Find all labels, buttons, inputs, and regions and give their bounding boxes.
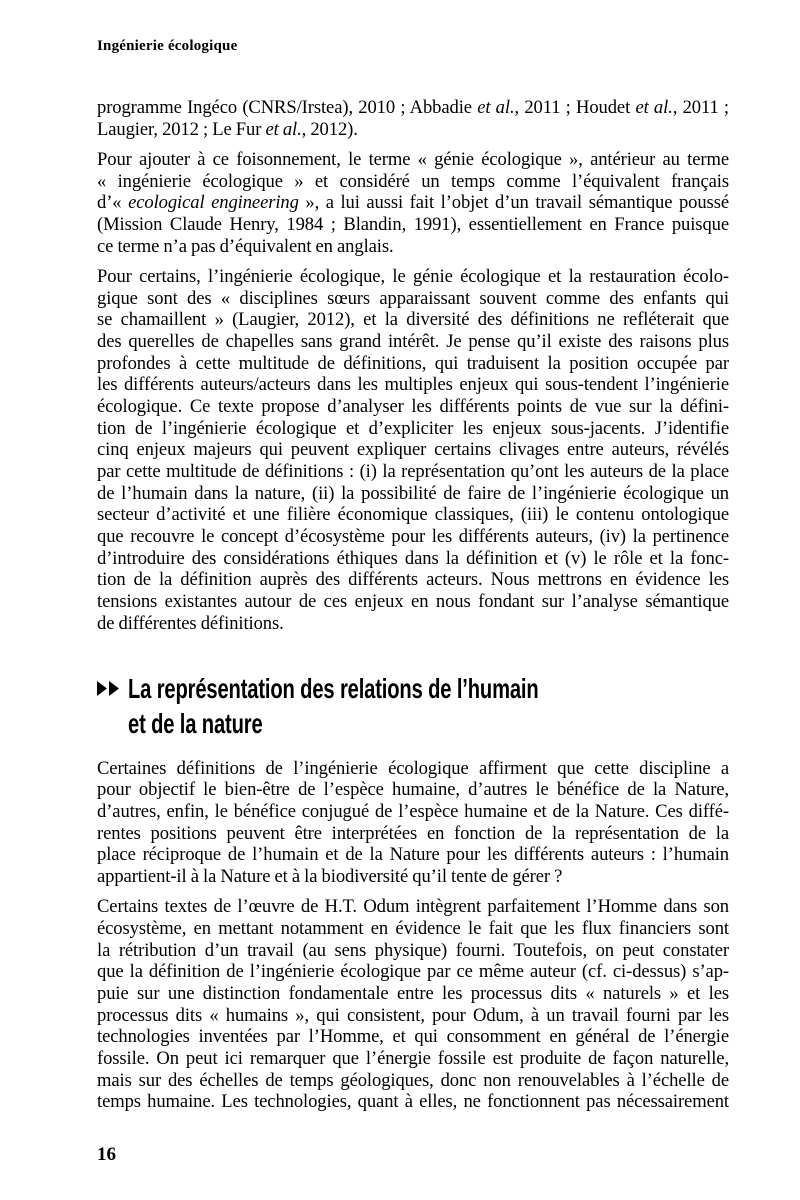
text-line: fossile. On peut ici remarquer que l’énergie fossile est produite de façon naturelle, (97, 1047, 729, 1069)
paragraph (97, 149, 729, 257)
text-line: puie sur une distinction fondamentale entre les processus dits « naturels » et les (97, 982, 729, 1004)
text-line: ce terme n’a pas d’équivalent en anglais. (97, 235, 394, 257)
text-line: tion de l’ingénierie écologique et d’expliciter les enjeux sous-jacents. J’identifie (97, 417, 729, 439)
section-heading-text (128, 671, 539, 741)
text-line: se chamaillent » (Laugier, 2012), et la diversité des définitions ne refléterait que (97, 309, 729, 331)
text-line: secteur d’activité et une filière économique classiques, (iii) le contenu ontologique (97, 504, 729, 526)
paragraph (97, 896, 729, 1113)
text-line: temps humaine. Les technologies, quant à elles, ne fonctionnent pas nécessairement (97, 1091, 729, 1113)
text-line: place réciproque de l’humain et de la Nature pour les différents auteurs : l’humain (97, 844, 729, 866)
text-line: d’« ecological engineering », a lui aussi fait l’objet d’un travail sémantique poussé (97, 192, 729, 214)
text-line: profondes à cette multitude de définitions, qui traduisent la position occupée par (97, 352, 729, 374)
text-line: pour objectif le bien-être de l’espèce humaine, d’autres le bénéfice de la Nature, (97, 779, 729, 801)
text-line: rentes positions peuvent être interprétées en fonction de la représentation de la (97, 822, 729, 844)
text-line: (Mission Claude Henry, 1984 ; Blandin, 1991), essentiellement en France puisque (97, 213, 729, 235)
text-line: Pour ajouter à ce foisonnement, le terme « génie écologique », antérieur au terme (97, 148, 729, 170)
text-line: cinq enjeux majeurs qui peuvent expliquer certains clivages entre auteurs, révélés (97, 439, 729, 461)
body-text (97, 97, 729, 1122)
text-line: gique sont des « disciplines sœurs apparaissant souvent comme des enfants qui (97, 287, 729, 309)
text-line: écologique. Ce texte propose d’analyser les différents points de vue sur la défini- (97, 395, 729, 417)
section-heading (97, 671, 729, 741)
double-right-arrows-icon (97, 671, 128, 701)
text-line: tion de la définition auprès des différents acteurs. Nous mettrons en évidence les (97, 569, 729, 591)
text-line: Pour certains, l’ingénierie écologique, le génie écologique et la restauration écolo- (97, 265, 729, 287)
text-line: mais sur des échelles de temps géologiques, donc non renouvelables à l’échelle de (97, 1069, 729, 1091)
text-line: que la définition de l’ingénierie écologique par ce même auteur (cf. ci-dessus) s’ap- (97, 961, 729, 983)
text-line: d’autres, enfin, le bénéfice conjugué de l’espèce humaine et de la Nature. Ces diffé- (97, 800, 729, 822)
text-line: Certaines définitions de l’ingénierie écologique affirment que cette discipline a (97, 757, 729, 779)
text-line: écosystème, en mettant notamment en évidence le fait que les flux financiers sont (97, 917, 729, 939)
text-line: Certains textes de l’œuvre de H.T. Odum intègrent parfaitement l’Homme dans son (97, 896, 729, 918)
text-line: appartient-il à la Nature et à la biodiversité qu’il tente de gérer ? (97, 865, 563, 887)
text-line: programme Ingéco (CNRS/Irstea), 2010 ; Abbadie et al., 2011 ; Houdet et al., 2011 ; (97, 97, 729, 118)
paragraph-group-after-heading (97, 758, 729, 1114)
text-line: de l’humain dans la nature, (ii) la possibilité de faire de l’ingénierie écologique un (97, 482, 729, 504)
running-header: Ingénierie écologique (97, 38, 238, 54)
page-number: 16 (97, 1144, 116, 1165)
text-line: la rétribution d’un travail (au sens physique) fourni. Toutefois, on peut constater (97, 939, 729, 961)
section-heading-line-1: La représentation des relations de l’humain (128, 672, 539, 704)
text-line: des querelles de chapelles sans grand intérêt. Je pense qu’il existe des raisons plus (97, 330, 729, 352)
paragraph-group-before-heading (97, 97, 729, 635)
text-line: les différents auteurs/acteurs dans les multiples enjeux qui sous-tendent l’ingénierie (97, 374, 729, 396)
text-line: tensions existantes autour de ces enjeux en nous fondant sur l’analyse sémantique (97, 591, 729, 613)
text-line: « ingénierie écologique » et considéré un temps comme l’équivalent français (97, 170, 729, 192)
paragraph (97, 266, 729, 635)
paragraph (97, 758, 729, 888)
text-line: Laugier, 2012 ; Le Fur et al., 2012). (97, 118, 358, 140)
text-line: technologies inventées par l’Homme, et qui consomment en général de l’énergie (97, 1026, 729, 1048)
text-line: que recouvre le concept d’écosystème pour les différents auteurs, (iv) la pertinence (97, 526, 729, 548)
text-line: par cette multitude de définitions : (i) la représentation qu’ont les auteurs de la place (97, 461, 729, 482)
text-line: d’introduire des considérations éthiques dans la définition et (v) le rôle et la fonc- (97, 547, 729, 569)
paragraph (97, 97, 729, 140)
section-heading-line-2: et de la nature (128, 707, 263, 739)
text-line: de différentes définitions. (97, 612, 284, 634)
text-line: processus dits « humains », qui consistent, pour Odum, à un travail fourni par les (97, 1004, 729, 1026)
